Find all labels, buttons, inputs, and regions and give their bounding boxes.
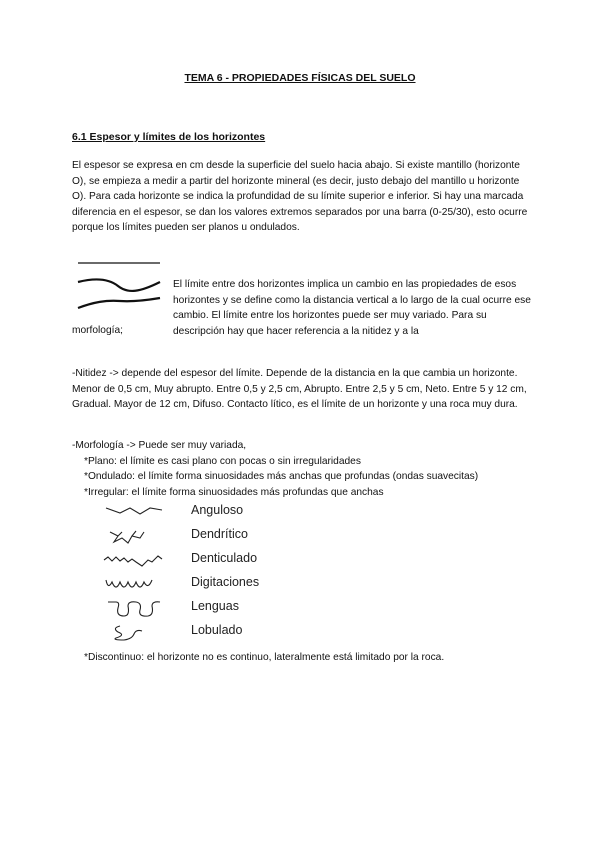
lenguas-icon <box>102 598 166 618</box>
legend-row-lenguas <box>100 596 360 620</box>
dendritico-icon <box>102 526 166 546</box>
legend-label: Anguloso <box>191 503 244 517</box>
lobulado-icon <box>102 622 166 642</box>
morphology-item-irregular: *Irregular: el límite forma sinuosidades más profundas que anchas <box>84 486 384 498</box>
morphology-item-ondulado: *Ondulado: el límite forma sinuosidades más anchas que profundas (ondas suavecitas) <box>84 471 479 482</box>
document-title: TEMA 6 - PROPIEDADES FÍSICAS DEL SUELO <box>184 72 416 84</box>
denticulado-icon <box>102 550 166 570</box>
section-heading: 6.1 Espesor y límites de los horizontes <box>72 131 266 143</box>
anguloso-icon <box>102 502 166 522</box>
digitaciones-icon <box>102 574 166 594</box>
legend-label: Denticulado <box>191 551 258 565</box>
paragraph-discontinuous: *Discontinuo: el horizonte no es continuo, lateralmente está limitado por la roca. <box>84 652 445 663</box>
legend-row-dendritico <box>100 524 360 548</box>
paragraph-boundary: El límite entre dos horizontes implica un cambio en las propiedades de esos horizontes y se define como la distancia vertical a lo largo de la cual ocurre ese cambio. El límite entre los horizontes puede ser muy variado. Para su descripción hay que hacer referencia a la nitidez y a la <box>173 279 531 337</box>
paragraph-boundary-end: morfología; <box>72 325 123 336</box>
paragraph-sharpness: -Nitidez -> depende del espesor del límite. Depende de la distancia en la que cambia un horizonte. Menor de 0,5 cm, Muy abrupto. Entre 0,5 y 2,5 cm, Abrupto. Entre 2,5 y 5 cm, Neto. Entre 5 y 12 cm, Gradual. Mayor de 12 cm, Difuso. Contacto lítico, es el límite de un horizonte y una roca muy dura. <box>72 368 527 410</box>
legend-label: Digitaciones <box>191 575 260 589</box>
morphology-intro: -Morfología -> Puede ser muy variada, <box>72 440 247 451</box>
morphology-block <box>72 438 528 500</box>
legend-label: Lobulado <box>191 623 243 637</box>
boundary-lines-figure <box>74 258 166 318</box>
legend-row-digitaciones <box>100 572 360 596</box>
legend-row-anguloso <box>100 500 360 524</box>
morphology-item-plano: *Plano: el límite es casi plano con pocas o sin irregularidades <box>84 455 361 467</box>
paragraph-thickness: El espesor se expresa en cm desde la superficie del suelo hacia abajo. Si existe mantillo (horizonte O), se empieza a medir a partir del horizonte mineral (es decir, justo debajo del mantillo u horizonte O). Para cada horizonte se indica la profundidad de su límite superior e inferior. Si hay una marcada diferencia en el espesor, se dan los valores extremos separados por una barra (0-25/30), esto ocurre porque los límites pueden ser planos u ondulados. <box>72 160 528 233</box>
morphology-legend <box>100 500 360 648</box>
legend-row-lobulado <box>100 620 360 644</box>
legend-label: Lenguas <box>191 599 239 613</box>
legend-label: Dendrítico <box>191 527 248 541</box>
legend-row-denticulado <box>100 548 360 572</box>
